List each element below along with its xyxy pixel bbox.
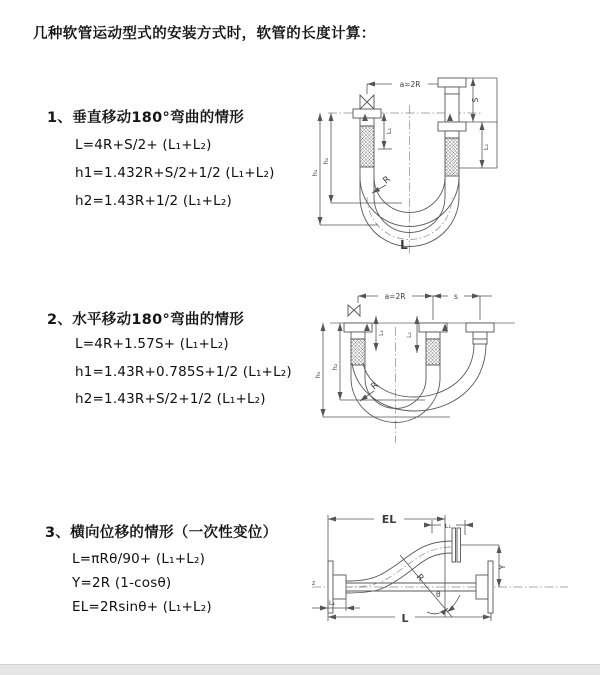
dim-label-s: S [471, 97, 480, 103]
dim-label-l1: L₁ [385, 127, 393, 135]
right-pipe-fitting [438, 78, 466, 176]
dim-a2r-s [358, 296, 492, 320]
section-2-formula-h1: h1=1.43R+0.785S+1/2 (L₁+L₂) [75, 364, 292, 380]
section-1-heading: 1、垂直移动180°弯曲的情形 [47, 110, 245, 126]
moved-pipe-fitting [466, 323, 494, 344]
angle-label: θ [436, 590, 441, 599]
radius-theta [400, 555, 460, 617]
diagram-horizontal-u-bend [310, 283, 600, 458]
dim-l1-left [312, 599, 360, 611]
dim-label-h1: h₁ [314, 371, 322, 379]
dim-label-h2: h₂ [322, 157, 330, 165]
dim-label-l1-top: L₁ [444, 522, 452, 530]
page-edge [0, 664, 600, 675]
upper-flange [452, 528, 461, 562]
radius-label: R [369, 380, 381, 393]
radius-label: R [413, 572, 426, 584]
section-1-formula-h2: h2=1.43R+1/2 (L₁+L₂) [75, 193, 232, 209]
axis-mark: z [312, 580, 316, 587]
dim-label-h1: h₁ [311, 169, 319, 177]
dim-label-l2: L₂ [482, 143, 490, 151]
dim-l [328, 613, 491, 621]
page-title: 几种软管运动型式的安装方式时，软管的长度计算： [33, 26, 376, 42]
dim-label-a2r: a=2R [384, 292, 406, 301]
radius-label: R [381, 174, 393, 187]
section-3-formula-EL: EL=2Rsinθ+ (L₁+L₂) [72, 599, 212, 615]
diagram-lateral-displacement [300, 495, 600, 660]
radius-leader [372, 175, 393, 193]
length-label: L [400, 238, 408, 252]
diagram-vertical-u-bend [310, 65, 600, 270]
dim-label-l1: L₁ [378, 330, 385, 336]
dim-label-s: s [454, 292, 458, 301]
section-2-formula-L: L=4R+1.57S+ (L₁+L₂) [75, 336, 229, 352]
valve-icon [348, 305, 360, 316]
dim-label-y: Y [498, 564, 507, 570]
dim-label-l1-left: L₁ [328, 599, 336, 607]
section-1-formula-h1: h1=1.432R+S/2+1/2 (L₁+L₂) [75, 165, 275, 181]
valve-icon [360, 95, 374, 109]
dim-label-l2: L₂ [406, 332, 413, 338]
dim-label-l: L [401, 612, 409, 625]
section-3-formula-L: L=πRθ/90+ (L₁+L₂) [72, 551, 206, 567]
dim-label-el: EL [381, 513, 397, 526]
dim-label-a2r: a=2R [399, 80, 421, 89]
section-3-formula-Y: Y=2R (1-cosθ) [72, 575, 172, 591]
s-curve-hose [346, 541, 452, 593]
dim-label-h2: h₂ [331, 363, 339, 371]
section-3-heading: 3、横向位移的情形（一次性变位） [45, 525, 278, 541]
dim-el [328, 515, 445, 617]
right-flange [476, 561, 493, 613]
left-pipe-fitting [353, 109, 381, 167]
radius-leader [360, 381, 381, 401]
section-2-formula-h2: h2=1.43R+S/2+1/2 (L₁+L₂) [75, 391, 266, 407]
section-2-heading: 2、水平移动180°弯曲的情形 [47, 312, 245, 328]
section-1-formula-L: L=4R+S/2+ (L₁+L₂) [75, 137, 212, 153]
